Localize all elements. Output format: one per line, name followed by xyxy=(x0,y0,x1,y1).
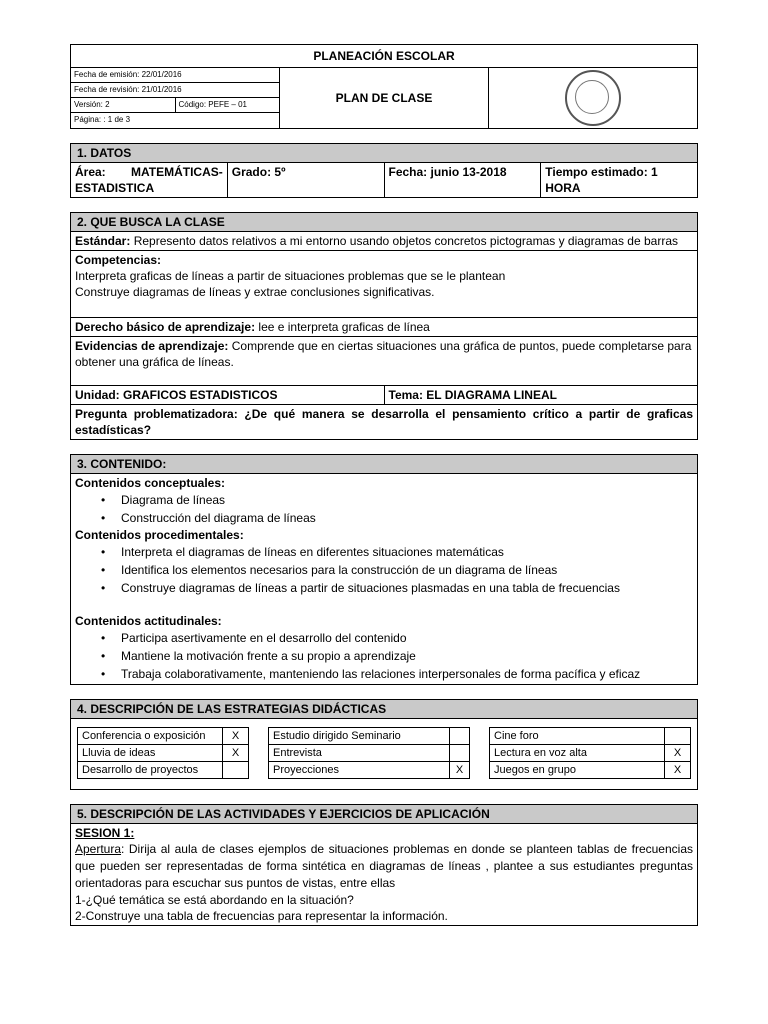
contenido-heading: 3. CONTENIDO: xyxy=(71,455,698,474)
list-item: • Diagrama de líneas xyxy=(121,491,693,509)
plan-de-clase: PLAN DE CLASE xyxy=(280,68,489,129)
actividades-section xyxy=(70,804,698,926)
tema: Tema: EL DIAGRAMA LINEAL xyxy=(384,386,698,405)
dba-text: lee e interpreta graficas de línea xyxy=(255,320,430,334)
apertura xyxy=(75,841,693,892)
meta-cell xyxy=(71,68,280,129)
document-page xyxy=(70,44,698,926)
apertura-label: Apertura xyxy=(75,842,122,856)
evidencias-text: Comprende que en ciertas situaciones una gráfica de puntos, puede completarse para obtener una gráfica de líneas. xyxy=(75,339,692,369)
procedimentales-list xyxy=(75,543,693,597)
estandar-label: Estándar: xyxy=(75,234,131,248)
evidencias xyxy=(71,337,698,386)
estandar xyxy=(71,232,698,251)
strategy-mark xyxy=(665,728,691,745)
datos-heading: 1. DATOS xyxy=(71,144,698,163)
estrategias-section xyxy=(70,699,698,790)
revision-date: Fecha de revisión: 21/01/2016 xyxy=(71,83,279,98)
actividades-heading: 5. DESCRIPCIÓN DE LAS ACTIVIDADES Y EJERCICIOS DE APLICACIÓN xyxy=(71,805,698,824)
area-value: MATEMÁTICAS- xyxy=(130,165,223,179)
strategy-label: Lectura en voz alta xyxy=(490,745,665,762)
busca-section xyxy=(70,212,698,440)
busca-heading: 2. QUE BUSCA LA CLASE xyxy=(71,213,698,232)
strategy-label: Cine foro xyxy=(490,728,665,745)
strategy-mark: X xyxy=(450,762,470,779)
pagina: Página: : 1 de 3 xyxy=(71,113,279,128)
strategy-mark: X xyxy=(223,745,249,762)
school-seal-icon xyxy=(565,70,621,126)
competencias-label: Competencias: xyxy=(75,253,162,267)
strategy-mark xyxy=(450,745,470,762)
tiempo: Tiempo estimado: 1 HORA xyxy=(541,163,698,198)
unidad: Unidad: GRAFICOS ESTADISTICOS xyxy=(71,386,385,405)
strategy-mark: X xyxy=(665,762,691,779)
document-title: PLANEACIÓN ESCOLAR xyxy=(71,45,698,68)
competencia-2: Construye diagramas de líneas y extrae conclusiones significativas. xyxy=(75,285,435,299)
strategy-mark: X xyxy=(665,745,691,762)
dba xyxy=(71,318,698,337)
actitudinales-label: Contenidos actitudinales: xyxy=(75,614,222,628)
grado: Grado: 5º xyxy=(227,163,384,198)
strategy-label: Lluvia de ideas xyxy=(78,745,223,762)
pregunta-1: 1-¿Qué temática se está abordando en la situación? xyxy=(75,893,354,907)
list-item: • Interpreta el diagramas de líneas en diferentes situaciones matemáticas xyxy=(121,543,693,561)
actividades-body xyxy=(71,824,698,926)
strategy-label: Proyecciones xyxy=(269,762,450,779)
logo-cell xyxy=(489,68,698,129)
strategy-label: Entrevista xyxy=(269,745,450,762)
header-table xyxy=(70,44,698,129)
list-item: • Identifica los elementos necesarios para la construcción de un diagrama de líneas xyxy=(121,561,693,579)
actitudinales-list xyxy=(75,629,693,683)
pregunta-problematizadora: Pregunta problematizadora: ¿De qué manera se desarrolla el pensamiento crítico a partir de graficas estadísticas? xyxy=(71,405,698,440)
emision-date: Fecha de emisión: 22/01/2016 xyxy=(71,68,279,83)
version: Versión: 2 xyxy=(71,98,175,113)
evidencias-label: Evidencias de aprendizaje: xyxy=(75,339,229,353)
estrategias-col-3 xyxy=(489,727,691,779)
datos-section xyxy=(70,143,698,198)
estrategias-col-2 xyxy=(268,727,470,779)
strategy-mark: X xyxy=(223,728,249,745)
list-item: • Construcción del diagrama de líneas xyxy=(121,509,693,527)
list-item: • Construye diagramas de líneas a partir de situaciones plasmadas en una tabla de frecuencias xyxy=(121,579,693,597)
dba-label: Derecho básico de aprendizaje: xyxy=(75,320,256,334)
competencias xyxy=(71,251,698,318)
list-item: • Mantiene la motivación frente a su propio a aprendizaje xyxy=(121,647,693,665)
contenido-section xyxy=(70,454,698,685)
strategy-label: Estudio dirigido Seminario xyxy=(269,728,450,745)
strategy-label: Conferencia o exposición xyxy=(78,728,223,745)
strategy-mark xyxy=(223,762,249,779)
estrategias-col-1 xyxy=(77,727,249,779)
strategy-mark xyxy=(450,728,470,745)
competencia-1: Interpreta graficas de líneas a partir de situaciones problemas que se le plantean xyxy=(75,269,506,283)
conceptuales-label: Contenidos conceptuales: xyxy=(75,476,226,490)
strategy-label: Juegos en grupo xyxy=(490,762,665,779)
list-item: • Trabaja colaborativamente, manteniendo las relaciones interpersonales de forma pacífica y eficaz xyxy=(121,665,693,683)
conceptuales-list xyxy=(75,491,693,527)
estrategias-heading: 4. DESCRIPCIÓN DE LAS ESTRATEGIAS DIDÁCTICAS xyxy=(71,700,698,719)
list-item: • Participa asertivamente en el desarrollo del contenido xyxy=(121,629,693,647)
fecha: Fecha: junio 13-2018 xyxy=(384,163,541,198)
procedimentales-label: Contenidos procedimentales: xyxy=(75,528,244,542)
estandar-text: Represento datos relativos a mi entorno usando objetos concretos pictogramas y diagramas de barras xyxy=(130,234,678,248)
area-cell xyxy=(71,163,228,198)
sesion-label: SESION 1: xyxy=(75,826,135,840)
apertura-text: : Dirija al aula de clases ejemplos de situaciones problemas en donde se planteen tablas de frecuencias que pueden ser representadas de forma sintética en diagramas de líneas , plantee a sus estudiantes preguntas orientadoras para escuchar sus puntos de vistas, entre ellas xyxy=(75,842,693,890)
strategy-label: Desarrollo de proyectos xyxy=(78,762,223,779)
area-label: Área: xyxy=(75,165,106,179)
contenido-body xyxy=(71,474,698,685)
area-value-2: ESTADISTICA xyxy=(75,181,155,195)
estrategias-body xyxy=(71,719,698,790)
codigo: Código: PEFE – 01 xyxy=(175,98,279,113)
pregunta-2: 2-Construye una tabla de frecuencias para representar la información. xyxy=(75,909,448,923)
